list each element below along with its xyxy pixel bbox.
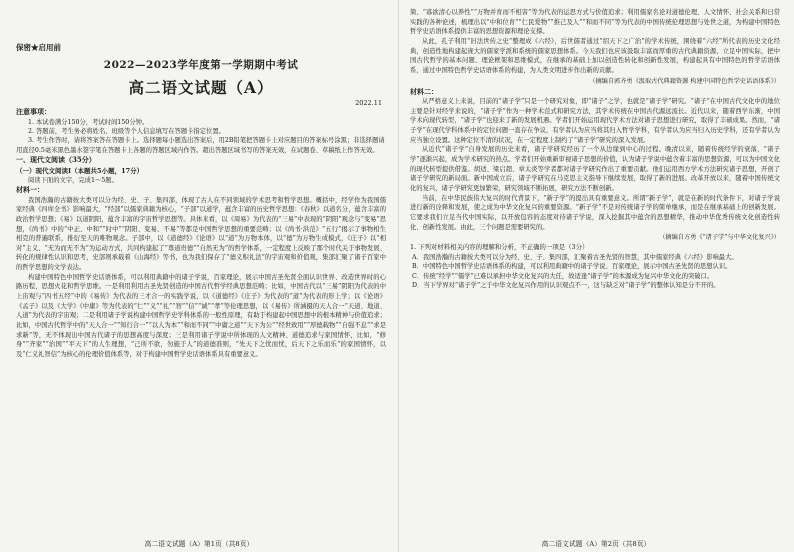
- exam-page-2: [398, 0, 794, 552]
- exam-title: 2022—2023学年度第一学期期中考试: [103, 59, 299, 71]
- page-footer: 高二语文试题（A）第2页（共8页）: [541, 540, 651, 548]
- question-1-option-c: C．传统“经学”“儒学”已难以承担中华文化复兴的大任，故适逢“诸子学”的本源成为复兴中华文化的突破口。: [412, 272, 714, 280]
- paper-title: 高二语文试题（A）: [128, 78, 274, 97]
- material-1-paragraph: 构建中国特色中国哲学史话语体系，可以利用典籍中的诸子学说，百家理论，展示中国古圣先贤全面认识世界、改造世界时的心路历程、思想火花和哲学思维。一是利用利用古圣先贤创造的中国古代哲学经典思想范畴；比如，中国古代以“三易”阴阳为代表的中上宙观与“四书五经”中的《易传》为代表的三才合一的实践学说，以《道德经》《庄子》为代表的“道”为代表的形上学；以《论语》《孟子》以及《大学》《中庸》等为代表的“仁”“义”“礼”“智”“信”“诚”“孝”等伦理思想，以《易传》所涵摄的天人合一“天道、地道、人道”为代表的宇宙观；二是利用诸子学说构建中国哲学史学科体系的一般性原理，有助于构建起中国思想中的根本精神与价值追求；比如，中国古代哲学中的“天人合一”“知行合一”“以人为本”“和而不同”“中庸之道”“天下为公”“经世致用”“厚德载物”“自强不息”“求是求新”等，无不体现出中国古代诸子的思想高度与深度；三是利用诸子学说中所体现的人文精神、道德追求与家国情怀，比如，“修身”“齐家”“治国”“平天下”的人生理想，“己所不欲，勿施于人”的道德准则，“先天下之忧而忧，后天下之乐而乐”的家国情怀，以及“仁义礼智信”为核心的伦理价值体系等，对于构建中国哲学史话语体系具有重要意义。: [16, 273, 386, 359]
- notes-heading: 注意事项：: [16, 107, 51, 116]
- material-1-continued: 简、“寡欲清心以养性”“万物并育而不相害”等为代表的运思方式与价值追求；利用儒家名论对道德伦理、人文情怀、社会关系和日常实践的各种论述，梳理出以“中和位育”“仁民爱物”“推己及人”“和而不同”等为代表的中国传统伦理思想与处世之道，为构建中国特色哲学史话语体系提供丰富的思想资源和理论支撑。: [410, 9, 780, 36]
- material-2-label: 材料二：: [410, 86, 438, 96]
- material-2-paragraph: 从严格意义上来说，目前的“诸子学”只是一个研究对象，即“诸子”之学，也就是“诸子学”研究。“诸子”在中国古代文化中的地位主要是针对经学来说的，“诸子学”作为一种学术范式和研究方法，其学术传统在中国古代源远流长。近代以来，随着西学东渐，中国学术向现代转型，“诸子学”也迎来了新的发展机遇。学者们开始运用现代学术方法对诸子思想进行研究，取得了丰硕成果。然而，“诸子学”在现代学科体系中的定位问题一直存在争议，有学者认为应当将其归入哲学学科，有学者认为应当归入历史学科，还有学者认为应当独立设置。这种定位不清的状况，在一定程度上制约了“诸子学”研究的深入发展。: [410, 98, 780, 144]
- material-1-continued: 从此，孔子利用“旧法世传之史”整理成《六经》，后世儒者通过“绍天下之广治”的学术传统，围绕着“六经”所代表的历史文化经典，创造性地构建起庞大的儒家学派和系统的儒家思想体系。今天我们也应该汲取丰富而厚重的古代典籍资源，立足中国实际，把中国古代哲学的基本问题、理论框架和思维模式，在继承的基础上加以创造性转化和创新性发展，构建起具有中国特色的哲学话语体系，通过中国特色哲学史话语体系的构建，为人类文明进步作出新的贡献。: [410, 37, 780, 74]
- question-1-option-b: B．中国特色中国哲学史话语体系的构建，可以利用典籍中的诸子学说、百家理论，展示中国古圣先贤的思想认识。: [412, 263, 732, 271]
- confidential-mark: 保密★启用前: [16, 43, 61, 52]
- question-1-option-d: D．当下学界对“诸子学”之于中华文化复兴作用的认识观点不一，这与缺乏对“诸子学”的整体认知是分不开的。: [412, 282, 720, 290]
- reading-instruction: 阅读下面的文字，完成1～5题。: [28, 176, 118, 184]
- note-item: 3. 考生作答时，请将答案答在答题卡上。选择题每小题选出答案后，用2B铅笔把答题卡上对应题目的答案标号涂黑；非选择题请用直径0.5毫米黑色墨水签字笔在答题卡上各题的答题区域内作答。超出答题区域书写的答案无效，在试题卷、草稿纸上作答无效。: [16, 137, 385, 154]
- section-heading: 一、现代文阅读（35分）: [16, 155, 96, 165]
- note-item: 2. 答题前，考生务必将姓名、班级等个人信息填写在答题卡指定位置。: [28, 127, 225, 135]
- material-2-source: （摘编自方勇《“诸子学”与中华文化复兴》）: [659, 234, 780, 242]
- note-item: 1. 本试卷满分150分，考试时间150分钟。: [28, 118, 149, 126]
- exam-date: 2022.11: [355, 99, 382, 107]
- material-1-label: 材料一：: [16, 185, 44, 195]
- material-1-source: （摘编自郭齐勇《汲取古代典籍资源 构建中国特色哲学史话语体系》）: [589, 77, 780, 85]
- material-2-paragraph: 从近代“诸子学”自身发展的历史来看，诸子学研究经历了一个从边缘到中心的过程。晚清以来，随着传统经学的衰落，“诸子学”逐渐兴起，成为学术研究的热点。学者们开始重新审视诸子思想的价值，认为诸子学说中蕴含着丰富的思想资源，可以为中国文化的现代转型提供借鉴。胡适、梁启超、章太炎等学者都对诸子学研究作出了重要贡献。他们运用西方学术方法研究诸子思想，开创了诸子学研究的新局面。新中国成立后，诸子学研究在马克思主义指导下继续发展，取得了新的进展。改革开放以来，随着中国传统文化的复兴，诸子学研究更加繁荣，研究领域不断拓展，研究方法不断创新。: [410, 146, 780, 192]
- page-footer: 高二语文试题（A）第1页（共8页）: [144, 540, 254, 548]
- material-2-paragraph: 当前，在中华民族伟大复兴的时代背景下，“新子学”的提出具有重要意义。所谓“新子学”，就是在新的时代条件下，对诸子学说进行新的诠释和发展，使之成为中华文化复兴的重要资源。“新子学”不是对传统诸子学的简单继承，而是在继承基础上的创新发展。它要求我们立足当代中国实际，以开放包容的态度对待诸子学说，深入挖掘其中蕴含的思想精华，推动中华优秀传统文化创造性转化、创新性发展。由此，三个问题是需要研究的。: [410, 194, 780, 231]
- question-1-option-a: A．我国浩瀚的古籍按大类可以分为经、史、子、集四部，汇聚着古圣先贤的智慧，其中儒家经典《六经》影响最大。: [412, 253, 738, 261]
- material-1-paragraph: 我国浩瀚的古籍按大类可以分为经、史、子、集四部，体现了古人在不同领域的学术思考和哲学思想。概括中，经学作为我国儒家经典《四库全书》影响最大，“经部”以儒家典籍为核心，“子部”以道学，蕴含丰富的历史哲学思想：《春秋》以道名分，蕴含丰富的政治哲学思想；《易》以道阴阳，蕴含丰富的宇宙哲学思想等。具体来看，以《周易》为代表的“三易”中表现的“阴阳”观念与“变易”思想，《尚书》中的“中正、中和”“时中”“阴阳、变易、不易”等都是中国哲学思想的重要范畴；以《尚书·洪范》“五行”揭示了事物相生相克的普遍联系，推衍至天的唯物观念。子部中，以《道德经》《论语》以“道”为万物本体，以“德”为万物生成模式，《庄子》以“相对”主义、“无为而无不为”为运动方式，共同构建起了“尊道贵德”“自然无为”的哲学体系，一定程度上反映了那个时代关于事物发展、转化的规律性认识和思考，史部则承载着《山海经》等书，也为我们保存了“德义积礼法”的宇宙观和价值观，集部汇聚了诸子百家中的哲学思想的文学表达。: [16, 196, 386, 272]
- subsection-heading: （一）现代文阅读Ⅰ（本题共5小题，17分）: [16, 166, 144, 175]
- question-1-stem: 1. 下列对材料相关内容的理解和分析，不正确的一项是（3分）: [410, 243, 589, 252]
